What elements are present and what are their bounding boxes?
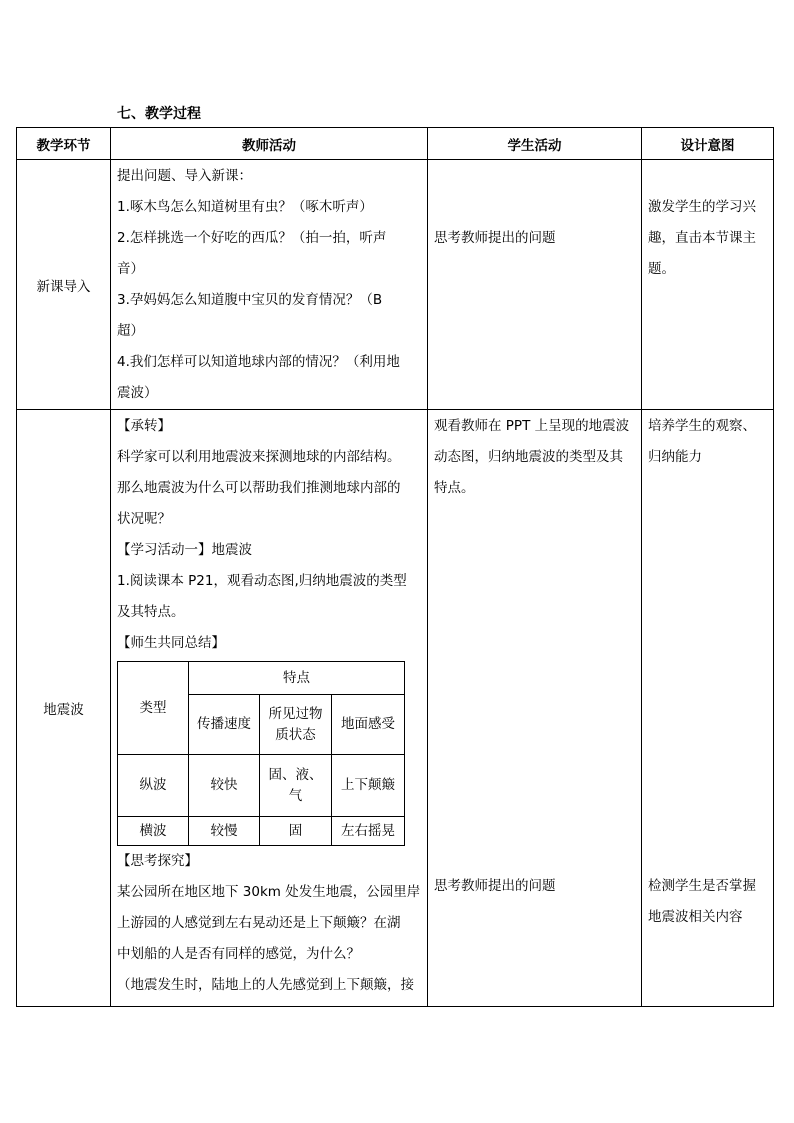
text-line: 2.怎样挑选一个好吃的西瓜？（拍一拍，听声: [117, 230, 387, 246]
text-line: 激发学生的学习兴: [648, 199, 756, 215]
header-teacher: 教师活动: [111, 128, 428, 160]
stage-cell: 新课导入: [17, 160, 111, 410]
wave-subheader-speed: 传播速度: [189, 695, 260, 755]
stage-cell: 地震波: [17, 410, 111, 1007]
text-line: 中划船的人是否有同样的感觉，为什么？: [117, 946, 360, 962]
text-line: （地震发生时，陆地上的人先感觉到上下颠簸，接: [117, 977, 414, 993]
teaching-process-table: [16, 127, 774, 1007]
wave-speed: 较快: [189, 755, 260, 817]
text-line: 动态图，归纳地震波的类型及其: [434, 449, 623, 465]
header-stage: 教学环节: [17, 128, 111, 160]
table-row: [17, 160, 774, 410]
wave-table: [117, 661, 405, 846]
text-line: 超）: [117, 323, 144, 339]
wave-feel: 左右摇晃: [332, 817, 405, 846]
text-line: 3.孕妈妈怎么知道腹中宝贝的发育情况？（B: [117, 292, 383, 308]
text-line: 观看教师在 PPT 上呈现的地震波: [434, 418, 630, 434]
text-line: 【承转】: [117, 418, 171, 434]
text-line: 上游园的人感觉到左右晃动还是上下颠簸？在湖: [117, 915, 401, 931]
text-line: 某公园所在地区地下 30km 处发生地震，公园里岸: [117, 884, 421, 900]
text-line: 那么地震波为什么可以帮助我们推测地球内部的: [117, 480, 401, 496]
text-line: 特点。: [434, 480, 475, 496]
text-line: 震波）: [117, 385, 158, 401]
teacher-cell: [111, 410, 428, 1007]
header-intent: 设计意图: [642, 128, 774, 160]
text-line: 【师生共同总结】: [117, 635, 225, 651]
text-line: 1.阅读课本 P21，观看动态图,归纳地震波的类型: [117, 573, 407, 589]
text-line: 题。: [648, 261, 675, 277]
section-title: 七、教学过程: [117, 106, 201, 122]
wave-row: [118, 817, 405, 846]
text-line: 提出问题、导入新课：: [117, 168, 252, 184]
student-cell: [428, 160, 642, 410]
text-line: 科学家可以利用地震波来探测地球的内部结构。: [117, 449, 401, 465]
wave-subheader-state: 所见过物质状态: [260, 695, 332, 755]
text-line: 归纳能力: [648, 449, 702, 465]
text-line: 地震波相关内容: [648, 909, 743, 925]
table-row: [17, 410, 774, 1007]
wave-type: 纵波: [118, 755, 189, 817]
wave-type-header: 类型: [118, 662, 189, 755]
header-row: [17, 128, 774, 160]
wave-type: 横波: [118, 817, 189, 846]
text-line: 思考教师提出的问题: [434, 230, 556, 246]
text-line: 【思考探究】: [117, 853, 198, 869]
student-cell: [428, 410, 642, 1007]
text-line: 1.啄木鸟怎么知道树里有虫？（啄木听声）: [117, 199, 373, 215]
teacher-cell: [111, 160, 428, 410]
text-line: 思考教师提出的问题: [434, 878, 556, 894]
text-line: 【学习活动一】地震波: [117, 542, 252, 558]
wave-row: [118, 755, 405, 817]
intent-cell: [642, 410, 774, 1007]
wave-subheader-feel: 地面感受: [332, 695, 405, 755]
wave-feel: 上下颠簸: [332, 755, 405, 817]
text-line: 培养学生的观察、: [648, 418, 756, 434]
text-line: 音）: [117, 261, 144, 277]
wave-features-header: 特点: [189, 662, 405, 695]
wave-speed: 较慢: [189, 817, 260, 846]
wave-state: 固、液、气: [260, 755, 332, 817]
intent-cell: [642, 160, 774, 410]
wave-state: 固: [260, 817, 332, 846]
text-line: 检测学生是否掌握: [648, 878, 756, 894]
text-line: 及其特点。: [117, 604, 185, 620]
text-line: 4.我们怎样可以知道地球内部的情况？（利用地: [117, 354, 400, 370]
text-line: 状况呢？: [117, 511, 171, 527]
text-line: 趣，直击本节课主: [648, 230, 756, 246]
header-student: 学生活动: [428, 128, 642, 160]
